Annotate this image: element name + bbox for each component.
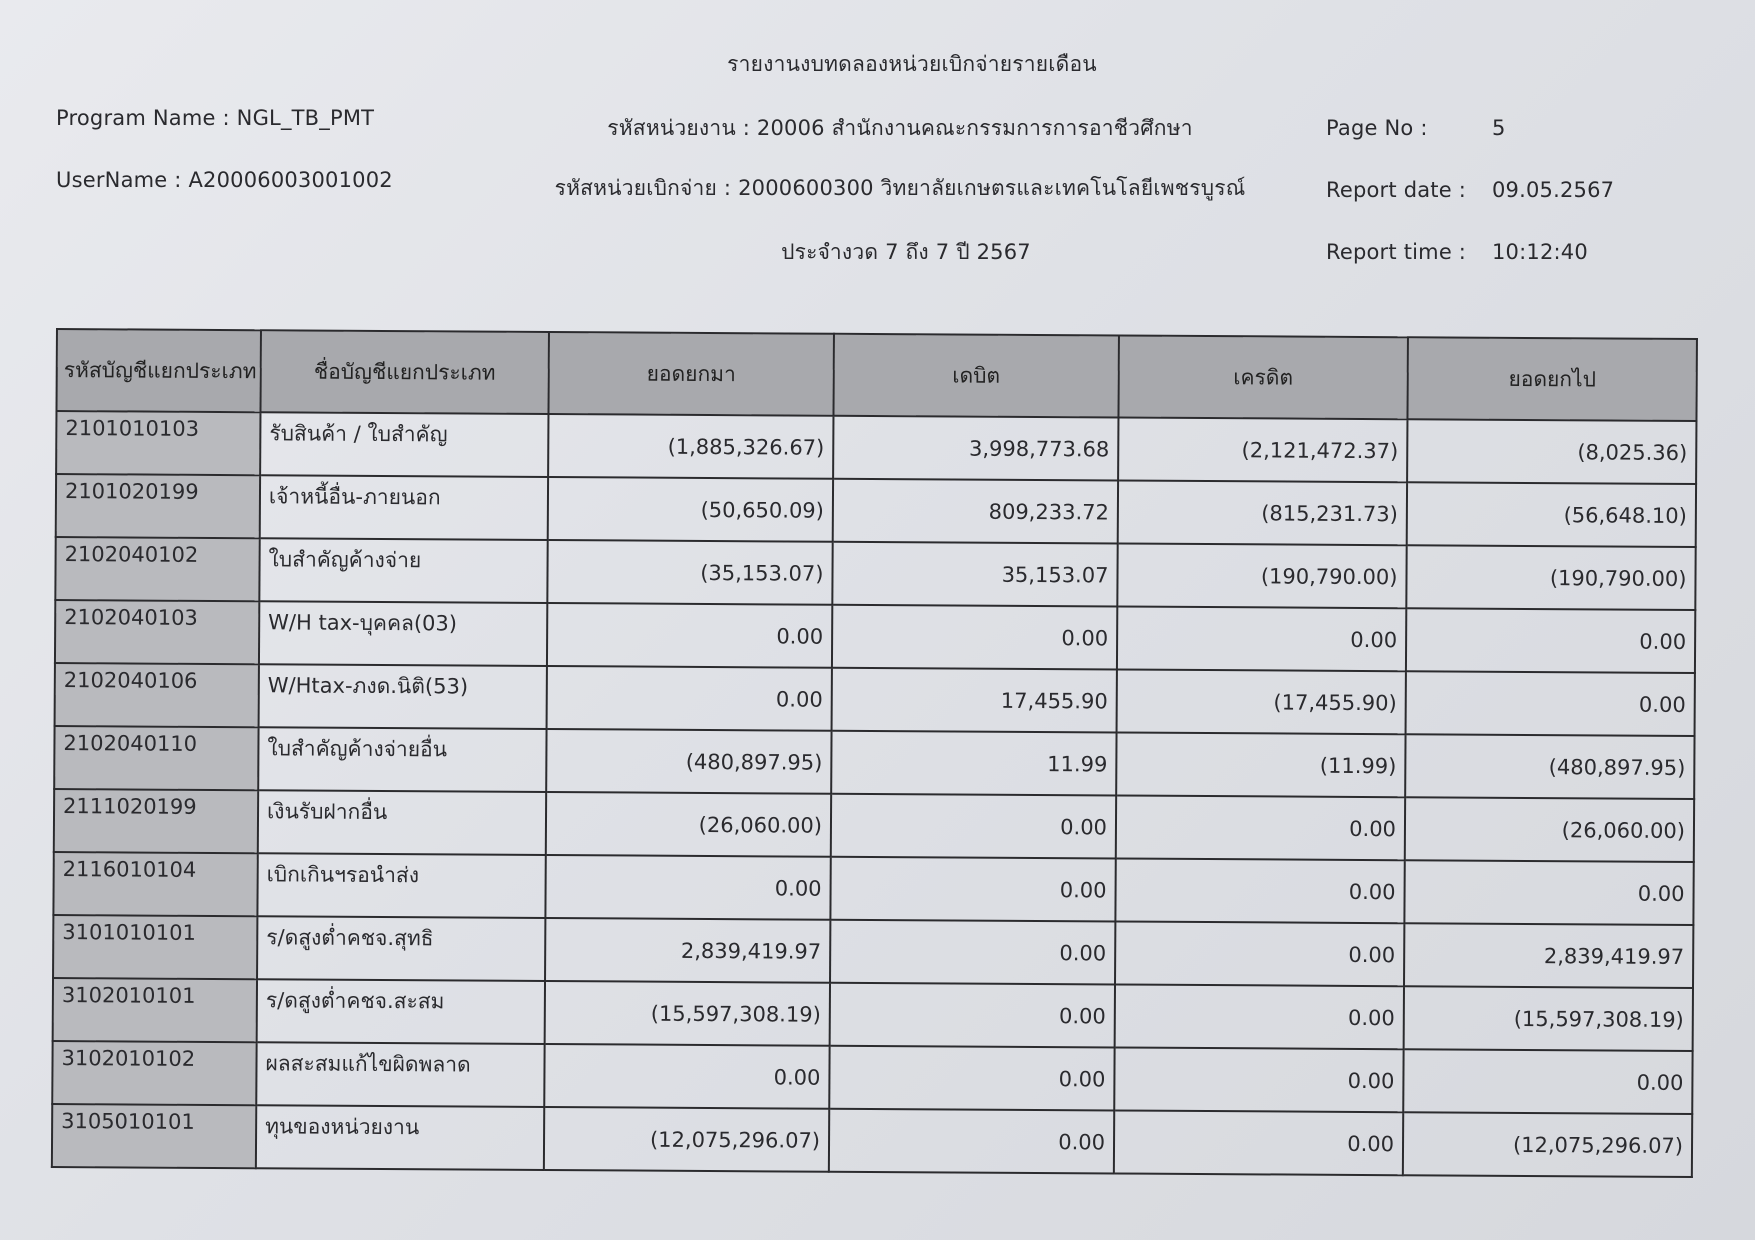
- account-code-cell: 3102010102: [52, 1041, 256, 1105]
- table-row: [55, 600, 1695, 673]
- table-row: [53, 852, 1693, 925]
- table-row: [56, 411, 1696, 484]
- debit-cell: 0.00: [829, 1046, 1114, 1111]
- report-time-value: 10:12:40: [1492, 240, 1588, 264]
- debit-cell: 0.00: [831, 794, 1116, 859]
- account-code-cell: 2102040102: [55, 537, 259, 601]
- credit-cell: 0.00: [1117, 606, 1406, 671]
- opening-balance-cell: (12,075,296.07): [544, 1107, 829, 1172]
- closing-balance-cell: 2,839,419.97: [1404, 923, 1693, 988]
- closing-balance-cell: (8,025.36): [1407, 419, 1696, 484]
- paying-unit-line: รหัสหน่วยเบิกจ่าย : 2000600300 วิทยาลัยเกษตรและเทคโนโลยีเพชรบูรณ์: [554, 176, 1246, 200]
- credit-cell: 0.00: [1114, 1110, 1403, 1175]
- account-code-cell: 2116010104: [53, 852, 257, 916]
- account-name-cell: ทุนของหน่วยงาน: [256, 1105, 544, 1170]
- closing-balance-cell: 0.00: [1404, 860, 1693, 925]
- account-code-cell: 2102040110: [54, 726, 258, 790]
- header-credit: เครดิต: [1118, 335, 1407, 419]
- table-body: [52, 411, 1697, 1177]
- account-code-cell: 2111020199: [54, 789, 258, 853]
- opening-balance-cell: (26,060.00): [546, 792, 831, 857]
- credit-cell: 0.00: [1115, 858, 1404, 923]
- debit-cell: 0.00: [830, 983, 1115, 1048]
- account-code-cell: 3102010101: [53, 978, 257, 1042]
- credit-cell: 0.00: [1115, 921, 1404, 986]
- account-code-cell: 2101020199: [56, 474, 260, 538]
- closing-balance-cell: 0.00: [1406, 608, 1695, 673]
- opening-balance-cell: (15,597,308.19): [545, 981, 830, 1046]
- opening-balance-cell: 2,839,419.97: [545, 918, 830, 983]
- account-name-cell: ร/ดสูงต่ำคชจ.สุทธิ: [257, 916, 545, 981]
- account-name-cell: W/Htax-ภงด.นิติ(53): [259, 664, 547, 729]
- debit-cell: 0.00: [830, 920, 1115, 985]
- credit-cell: (11.99): [1116, 732, 1405, 797]
- closing-balance-cell: (56,648.10): [1407, 482, 1696, 547]
- opening-balance-cell: (50,650.09): [548, 477, 833, 542]
- table-header-row: [56, 329, 1696, 421]
- account-code-cell: 3101010101: [53, 915, 257, 979]
- opening-balance-cell: (1,885,326.67): [548, 414, 833, 479]
- program-name: Program Name : NGL_TB_PMT: [56, 106, 375, 130]
- user-name: UserName : A20006003001002: [56, 168, 393, 192]
- period-line: ประจำงวด 7 ถึง 7 ปี 2567: [781, 240, 1031, 264]
- account-code-cell: 2101010103: [56, 411, 260, 475]
- closing-balance-cell: 0.00: [1403, 1049, 1692, 1114]
- agency-line: รหัสหน่วยงาน : 20006 สำนักงานคณะกรรมการการอาชีวศึกษา: [607, 116, 1193, 140]
- account-name-cell: ร/ดสูงต่ำคชจ.สะสม: [257, 979, 545, 1044]
- credit-cell: (2,121,472.37): [1118, 417, 1407, 482]
- credit-cell: (17,455.90): [1117, 669, 1406, 734]
- closing-balance-cell: (12,075,296.07): [1403, 1112, 1692, 1177]
- table-row: [53, 915, 1693, 988]
- closing-balance-cell: 0.00: [1406, 671, 1695, 736]
- debit-cell: 0.00: [832, 605, 1117, 670]
- credit-cell: 0.00: [1116, 795, 1405, 860]
- account-name-cell: เจ้าหนี้อื่น-ภายนอก: [260, 475, 548, 540]
- table-row: [52, 1041, 1692, 1114]
- page-no-label: Page No :: [1326, 116, 1428, 140]
- header-debit: เดบิต: [833, 334, 1118, 418]
- table-row: [53, 978, 1693, 1051]
- account-code-cell: 3105010101: [52, 1104, 256, 1168]
- header-account-code: รหัสบัญชีแยกประเภท: [56, 329, 260, 412]
- header-closing-balance: ยอดยกไป: [1407, 337, 1696, 421]
- table-row: [54, 789, 1694, 862]
- debit-cell: 0.00: [829, 1109, 1114, 1174]
- opening-balance-cell: (480,897.95): [546, 729, 831, 794]
- closing-balance-cell: (480,897.95): [1405, 734, 1694, 799]
- account-name-cell: ผลสะสมแก้ไขผิดพลาด: [256, 1042, 544, 1107]
- credit-cell: 0.00: [1115, 984, 1404, 1049]
- credit-cell: (190,790.00): [1117, 543, 1406, 608]
- debit-cell: 17,455.90: [832, 668, 1117, 733]
- report-date-label: Report date :: [1326, 178, 1466, 202]
- table-row: [55, 537, 1695, 610]
- debit-cell: 11.99: [831, 731, 1116, 796]
- table-row: [56, 474, 1696, 547]
- account-name-cell: เบิกเกินฯรอนำส่ง: [257, 853, 545, 918]
- table-row: [52, 1104, 1692, 1177]
- opening-balance-cell: 0.00: [545, 855, 830, 920]
- account-name-cell: W/H tax-บุคคล(03): [259, 601, 547, 666]
- table-row: [55, 663, 1695, 736]
- credit-cell: (815,231.73): [1118, 480, 1407, 545]
- debit-cell: 809,233.72: [833, 479, 1118, 544]
- opening-balance-cell: 0.00: [547, 666, 832, 731]
- account-code-cell: 2102040106: [55, 663, 259, 727]
- opening-balance-cell: 0.00: [544, 1044, 829, 1109]
- table-row: [54, 726, 1694, 799]
- account-name-cell: ใบสำคัญค้างจ่าย: [259, 538, 547, 603]
- trial-balance-table: [51, 328, 1698, 1178]
- report-title: รายงานงบทดลองหน่วยเบิกจ่ายรายเดือน: [727, 52, 1097, 76]
- debit-cell: 35,153.07: [832, 542, 1117, 607]
- closing-balance-cell: (15,597,308.19): [1404, 986, 1693, 1051]
- closing-balance-cell: (26,060.00): [1405, 797, 1694, 862]
- header-account-name: ชื่อบัญชีแยกประเภท: [260, 330, 548, 414]
- opening-balance-cell: 0.00: [547, 603, 832, 668]
- debit-cell: 3,998,773.68: [833, 416, 1118, 481]
- account-name-cell: ใบสำคัญค้างจ่ายอื่น: [258, 727, 546, 792]
- account-name-cell: รับสินค้า / ใบสำคัญ: [260, 412, 548, 477]
- header-opening-balance: ยอดยกมา: [548, 332, 833, 416]
- closing-balance-cell: (190,790.00): [1406, 545, 1695, 610]
- account-name-cell: เงินรับฝากอื่น: [258, 790, 546, 855]
- report-time-label: Report time :: [1326, 240, 1467, 264]
- report-date-value: 09.05.2567: [1492, 178, 1615, 202]
- credit-cell: 0.00: [1114, 1047, 1403, 1112]
- debit-cell: 0.00: [830, 857, 1115, 922]
- page-no-value: 5: [1492, 116, 1506, 140]
- opening-balance-cell: (35,153.07): [547, 540, 832, 605]
- account-code-cell: 2102040103: [55, 600, 259, 664]
